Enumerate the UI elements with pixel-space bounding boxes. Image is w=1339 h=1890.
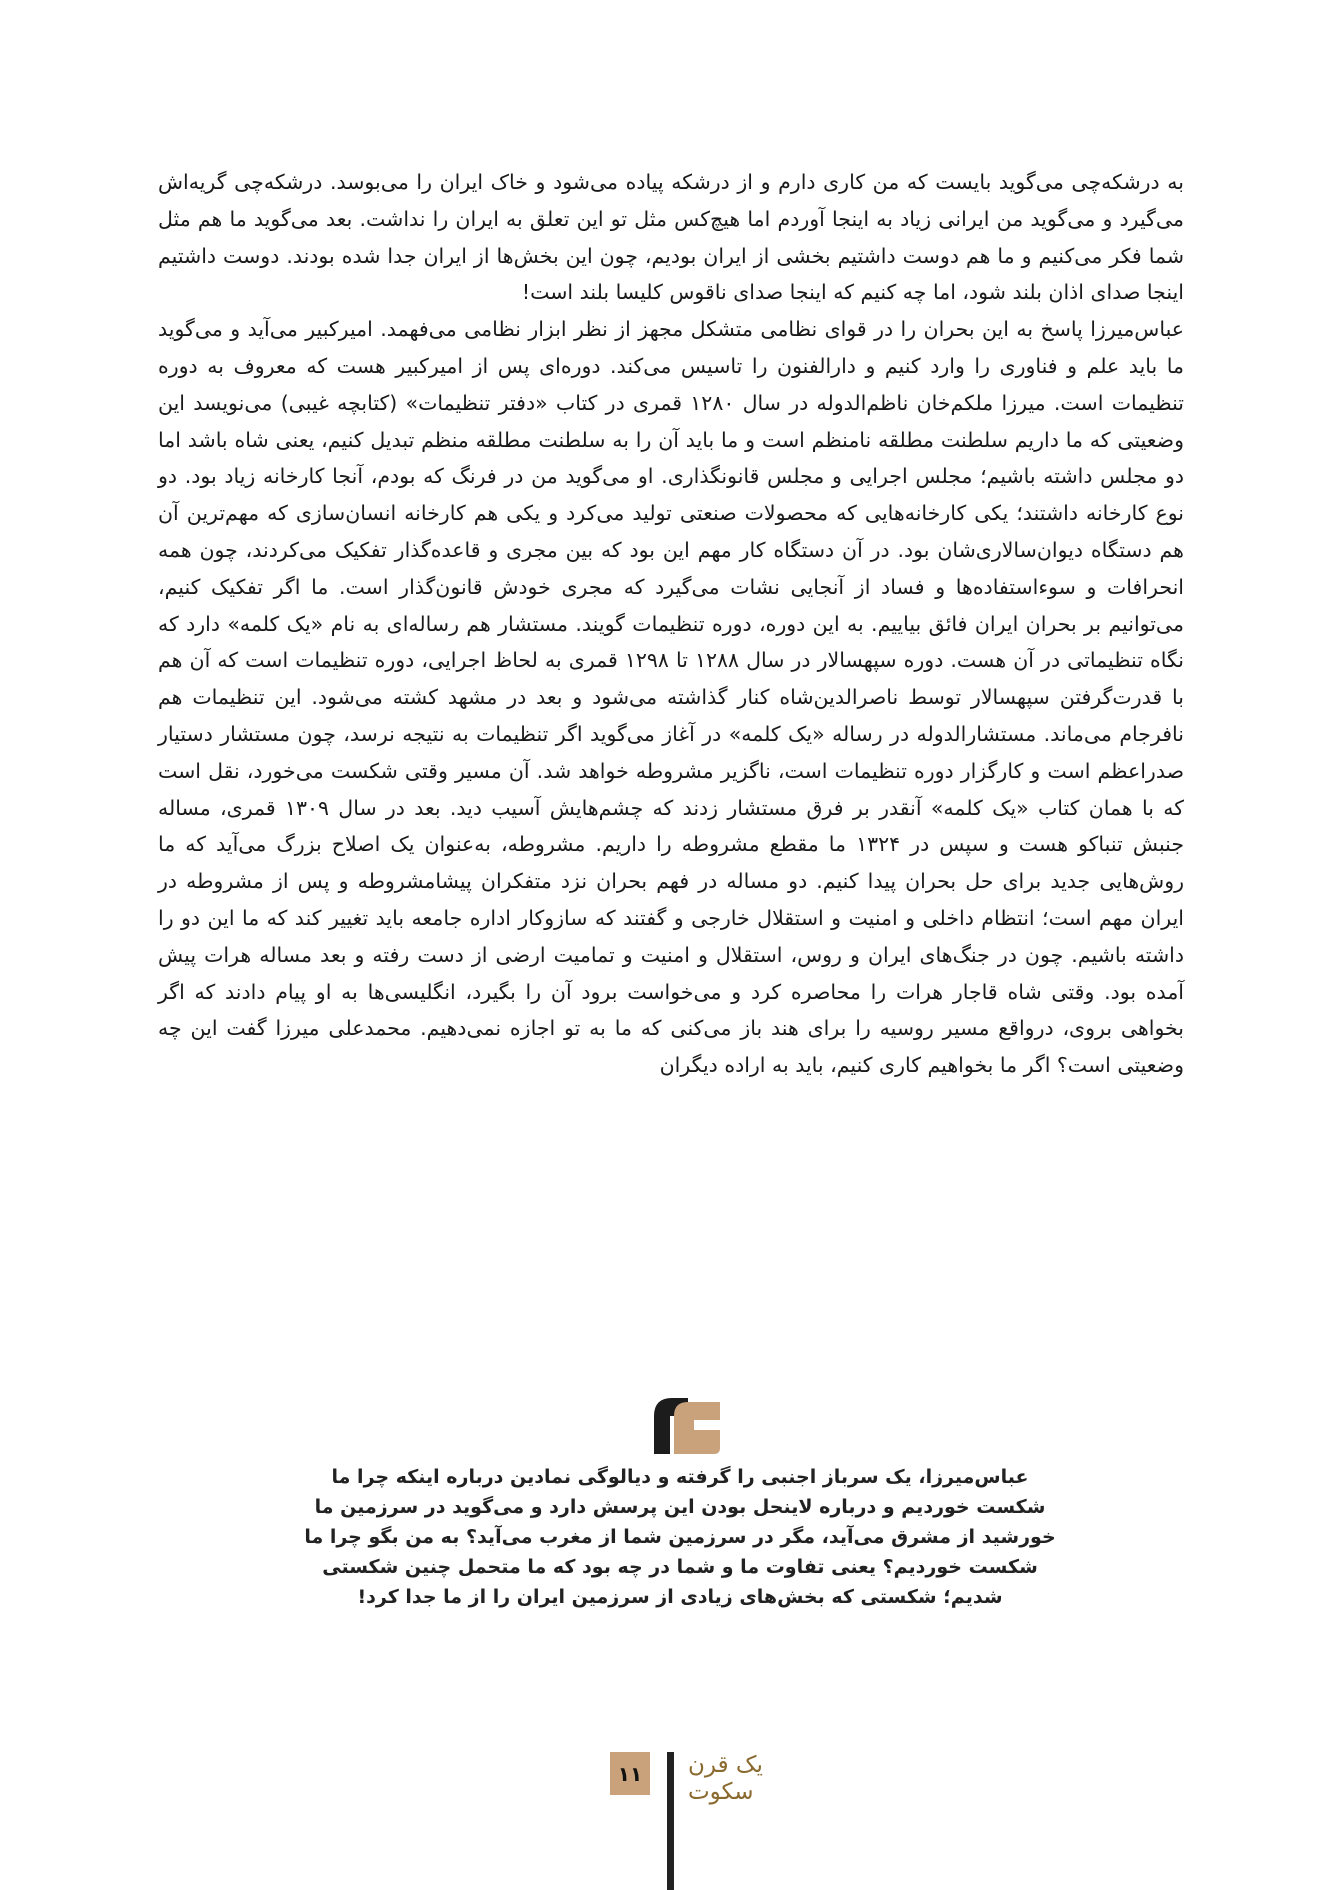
publication-title-line2: سکوت	[688, 1779, 754, 1805]
publication-title	[688, 1752, 788, 1806]
footer-divider	[667, 1752, 674, 1890]
paragraph-1: به درشکه‌چی می‌گوید بایست که من کاری دارم و از درشکه پیاده می‌شود و خاک ایران را می‌بوسد. درشکه‌چی گریه‌اش می‌گیرد و می‌گوید من ایرانی زیاد به اینجا آوردم اما هیچ‌کس مثل تو این تعلق به ایران را نداشت. بعد می‌گوید ما هم مثل شما فکر می‌کنیم و ما هم دوست داشتیم بخشی از ایران بودیم، چون این بخش‌ها از ایران جدا شده بودند. دوست داشتیم اینجا صدای اذان بلند شود، اما چه کنیم که اینجا صدای ناقوس کلیسا بلند است!	[158, 170, 1184, 305]
paragraph-2: عباس‌میرزا پاسخ به این بحران را در قوای نظامی متشکل مجهز از نظر ابزار نظامی می‌فهمد. امیرکبیر می‌آید و می‌گوید ما باید علم و فناوری را وارد کنیم و دارالفنون را تاسیس می‌کند. دوره‌ای پس از امیرکبیر هست که معروف به دوره تنظیمات است. میرزا ملکم‌خان ناظم‌الدوله در سال ۱۲۸۰ قمری در کتاب «دفتر تنظیمات» (کتابچه غیبی) می‌نویسد این وضعیتی که ما داریم سلطنت مطلقه نامنظم است و ما باید آن را به سلطنت مطلقه منظم تبدیل کنیم، یعنی شاه باشد اما دو مجلس داشته باشیم؛ مجلس اجرایی و مجلس قانونگذاری. او می‌گوید من در فرنگ که بودم، آنجا کارخانه زیاد بود. دو نوع کارخانه داشتند؛ یکی کارخانه‌هایی که محصولات صنعتی تولید می‌کرد و یکی هم کارخانه انسان‌سازی که مهم‌ترین آن هم دستگاه دیوان‌سالاری‌شان بود. در آن دستگاه کار مهم این بود که بین مجری و قاعده‌گذار تفکیک می‌کردند، چون همه انحرافات و سوءاستفاده‌ها و فساد از آنجایی نشات می‌گیرد که مجری خودش قانون‌گذار است. ما اگر تفکیک کنیم، می‌توانیم بر بحران ایران فائق بیاییم. به این دوره، دوره تنظیمات گویند. مستشار هم رساله‌ای به نام «یک کلمه» دارد که نگاه تنظیماتی در آن هست. دوره سپهسالار در سال ۱۲۸۸ تا ۱۲۹۸ قمری به لحاظ اجرایی، دوره تنظیمات است که آن هم با قدرت‌گرفتن سپهسالار توسط ناصرالدین‌شاه کنار گذاشته می‌شود و بعد در مشهد کشته می‌شود. این تنظیمات هم نافرجام می‌ماند. مستشارالدوله در رساله «یک کلمه» در آغاز می‌گوید اگر تنظیمات به نتیجه نرسد، چون مستشار دستیار صدراعظم است و کارگزار دوره تنظیمات است، ناگزیر مشروطه خواهد شد. آن مسیر وقتی شکست می‌خورد، نقل است که با همان کتاب «یک کلمه» آنقدر بر فرق مستشار زدند که چشم‌هایش آسیب دید. بعد در سال ۱۳۰۹ قمری، مساله جنبش تنباکو هست و سپس در ۱۳۲۴ ما مقطع مشروطه را داریم. مشروطه، به‌عنوان یک اصلاح بزرگ می‌آید که ما روش‌هایی جدید برای حل بحران پیدا کنیم. دو مساله در فهم بحران نزد متفکران پیشامشروطه و پس از مشروطه در ایران مهم است؛ انتظام داخلی و امنیت و استقلال خارجی و گفتند که سازوکار اداره جامعه باید تغییر کند که ما این دو را داشته باشیم. چون در جنگ‌های ایران و روس، استقلال و امنیت و تمامیت ارضی از دست رفته و بعد مساله هرات پیش آمده بود. وقتی شاه قاجار هرات را محاصره کرد و می‌خواست برود آن را بگیرد، انگلیسی‌ها به او پیام دادند که اگر بخواهی بروی، درواقع مسیر روسیه را برای هند باز می‌کنی که ما به تو اجازه نمی‌دهیم. محمدعلی میرزا گفت این چه وضعیتی است؟ اگر ما بخواهیم کاری کنیم، باید به اراده دیگران	[158, 317, 1185, 1078]
pull-quote: عباس‌میرزا، یک سرباز اجنبی را گرفته و دیالوگی نمادین درباره اینکه چرا ما شکست خوردیم و درباره لاینحل بودن این پرسش دارد و می‌گوید در سرزمین ما خورشید از مشرق می‌آید، مگر در سرزمین شما از مغرب می‌آید؟ به من بگو چرا ما شکست خوردیم؟ یعنی تفاوت ما و شما در چه بود که ما متحمل چنین شکستی شدیم؛ شکستی که بخش‌های زیادی از سرزمین ایران را از ما جدا کرد!	[304, 1466, 1056, 1608]
publication-title-line1: یک قرن	[688, 1752, 763, 1778]
article-body	[158, 164, 1184, 1084]
page-number: ۱۱	[610, 1752, 650, 1795]
quote-mark-icon	[654, 1398, 720, 1454]
